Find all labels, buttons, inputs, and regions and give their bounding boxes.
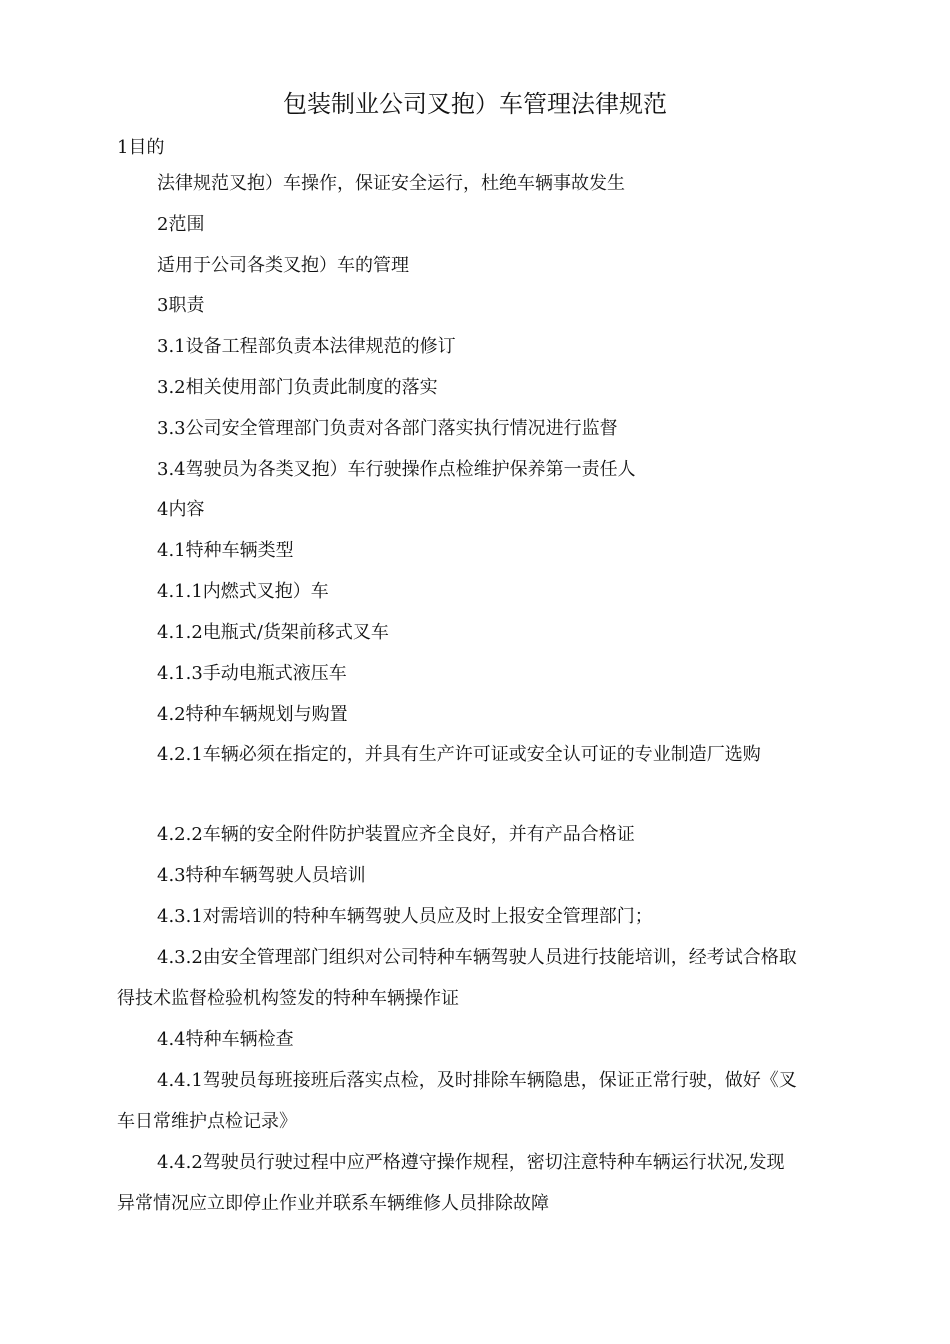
subsection-heading: 4.3特种车辆驾驶人员培训 <box>157 865 366 886</box>
subsection-heading: 4.2特种车辆规划与购置 <box>157 704 348 725</box>
paragraph-continuation: 异常情况应立即停止作业并联系车辆维修人员排除故障 <box>117 1193 549 1214</box>
paragraph: 3.4驾驶员为各类叉抱）车行驶操作点检维护保养第一责任人 <box>157 459 636 480</box>
paragraph: 法律规范叉抱）车操作，保证安全运行，杜绝车辆事故发生 <box>157 173 625 194</box>
paragraph: 4.1.3手动电瓶式液压车 <box>157 663 347 684</box>
paragraph: 4.2.1车辆必须在指定的，并具有生产许可证或安全认可证的专业制造厂选购 <box>157 744 761 765</box>
paragraph: 4.3.1对需培训的特种车辆驾驶人员应及时上报安全管理部门； <box>157 906 653 927</box>
paragraph: 4.3.2由安全管理部门组织对公司特种车辆驾驶人员进行技能培训，经考试合格取 <box>157 947 797 968</box>
subsection-heading: 4.1特种车辆类型 <box>157 540 294 561</box>
paragraph: 4.2.2车辆的安全附件防护装置应齐全良好，并有产品合格证 <box>157 824 635 845</box>
paragraph: 3.1设备工程部负责本法律规范的修订 <box>157 336 456 357</box>
subsection-heading: 4.4特种车辆检查 <box>157 1029 294 1050</box>
paragraph: 4.1.1内燃式叉抱）车 <box>157 581 329 602</box>
paragraph: 4.1.2电瓶式/货架前移式叉车 <box>157 622 389 643</box>
section-heading: 1目的 <box>117 137 165 158</box>
paragraph: 4.4.2驾驶员行驶过程中应严格遵守操作规程，密切注意特种车辆运行状况,发现 <box>157 1152 785 1173</box>
section-heading: 4内容 <box>157 499 205 520</box>
paragraph-continuation: 得技术监督检验机构签发的特种车辆操作证 <box>117 988 459 1009</box>
paragraph: 3.3公司安全管理部门负责对各部门落实执行情况进行监督 <box>157 418 618 439</box>
section-heading: 2范围 <box>157 214 205 235</box>
page-title: 包装制业公司叉抱）车管理法律规范 <box>283 90 667 118</box>
section-heading: 3职责 <box>157 295 205 316</box>
paragraph: 3.2相关使用部门负责此制度的落实 <box>157 377 438 398</box>
paragraph: 适用于公司各类叉抱）车的管理 <box>157 255 409 276</box>
paragraph: 4.4.1驾驶员每班接班后落实点检，及时排除车辆隐患，保证正常行驶，做好《叉 <box>157 1070 797 1091</box>
paragraph-continuation: 车日常维护点检记录》 <box>117 1111 297 1132</box>
